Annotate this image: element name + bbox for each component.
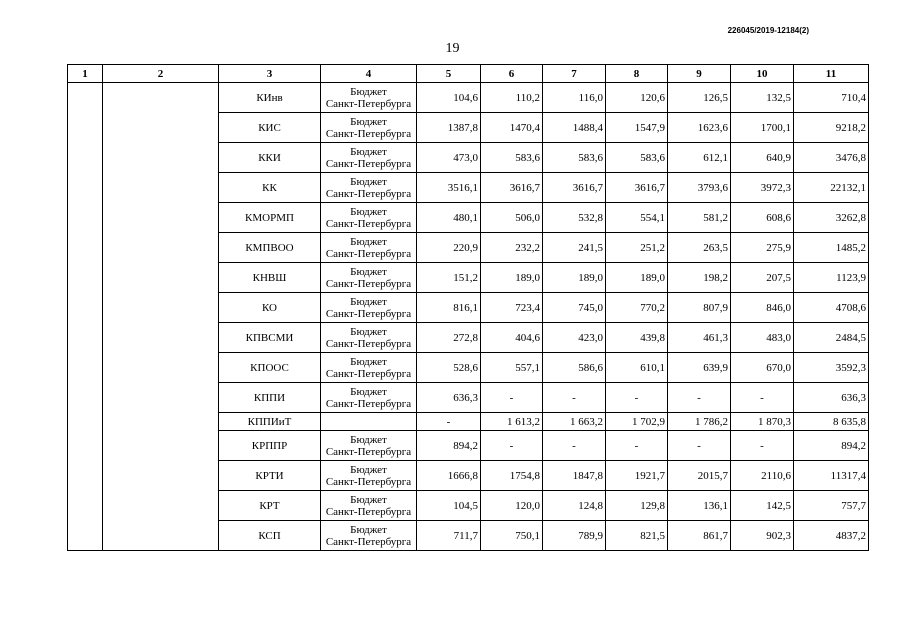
funding-source-line: Санкт-Петербурга — [325, 277, 412, 290]
value-cell-col-11: 4708,6 — [794, 293, 869, 323]
code-cell: КРППР — [219, 431, 321, 461]
value-cell-col-7: 583,6 — [543, 143, 606, 173]
value-cell-col-10: 132,5 — [731, 83, 794, 113]
value-cell-col-6: 232,2 — [481, 233, 543, 263]
value-cell-col-10: 640,9 — [731, 143, 794, 173]
funding-source-line: Санкт-Петербурга — [325, 505, 412, 518]
value-cell-col-5: 1666,8 — [417, 461, 481, 491]
value-cell-col-11: 636,3 — [794, 383, 869, 413]
value-cell-col-11: 2484,5 — [794, 323, 869, 353]
value-cell-col-7: 1488,4 — [543, 113, 606, 143]
funding-source-line: Санкт-Петербурга — [325, 445, 412, 458]
value-cell-col-5: 636,3 — [417, 383, 481, 413]
funding-source-line: Санкт-Петербурга — [325, 157, 412, 170]
value-cell-col-5: 894,2 — [417, 431, 481, 461]
column-header-3: 3 — [219, 65, 321, 83]
funding-source-line: Санкт-Петербурга — [325, 535, 412, 548]
value-cell-col-5: 104,5 — [417, 491, 481, 521]
value-cell-col-6: 110,2 — [481, 83, 543, 113]
value-cell-col-6: 506,0 — [481, 203, 543, 233]
funding-source-cell — [321, 233, 417, 263]
value-cell-col-9: 2015,7 — [668, 461, 731, 491]
funding-source-cell — [321, 203, 417, 233]
value-cell-col-10: - — [731, 383, 794, 413]
value-cell-col-10: - — [731, 431, 794, 461]
funding-source-cell — [321, 263, 417, 293]
funding-source-line: Санкт-Петербурга — [325, 307, 412, 320]
value-cell-col-7: 189,0 — [543, 263, 606, 293]
code-cell: КО — [219, 293, 321, 323]
value-cell-col-6: 1470,4 — [481, 113, 543, 143]
value-cell-col-8: 129,8 — [606, 491, 668, 521]
value-cell-col-9: 263,5 — [668, 233, 731, 263]
value-cell-col-8: 821,5 — [606, 521, 668, 551]
value-cell-col-9: 861,7 — [668, 521, 731, 551]
value-cell-col-6: - — [481, 431, 543, 461]
funding-source-cell — [321, 353, 417, 383]
value-cell-col-11: 3262,8 — [794, 203, 869, 233]
value-cell-col-7: 789,9 — [543, 521, 606, 551]
value-cell-col-11: 9218,2 — [794, 113, 869, 143]
value-cell-col-9: 1 786,2 — [668, 413, 731, 431]
code-cell: КНВШ — [219, 263, 321, 293]
value-cell-col-7: - — [543, 383, 606, 413]
column-header-1: 1 — [68, 65, 103, 83]
column-header-4: 4 — [321, 65, 417, 83]
funding-source-cell — [321, 293, 417, 323]
value-cell-col-11: 894,2 — [794, 431, 869, 461]
value-cell-col-6: 404,6 — [481, 323, 543, 353]
code-cell: КИС — [219, 113, 321, 143]
column-header-5: 5 — [417, 65, 481, 83]
value-cell-col-5: 528,6 — [417, 353, 481, 383]
code-cell: КМОРМП — [219, 203, 321, 233]
value-cell-col-7: 532,8 — [543, 203, 606, 233]
value-cell-col-9: 136,1 — [668, 491, 731, 521]
value-cell-col-6: 557,1 — [481, 353, 543, 383]
value-cell-col-7: 1 663,2 — [543, 413, 606, 431]
value-cell-col-10: 142,5 — [731, 491, 794, 521]
column-header-2: 2 — [103, 65, 219, 83]
value-cell-col-11: 22132,1 — [794, 173, 869, 203]
value-cell-col-11: 1123,9 — [794, 263, 869, 293]
funding-source-line: Бюджет — [350, 205, 387, 218]
value-cell-col-6: 1754,8 — [481, 461, 543, 491]
value-cell-col-8: 770,2 — [606, 293, 668, 323]
value-cell-col-5: 151,2 — [417, 263, 481, 293]
funding-source-line: Санкт-Петербурга — [325, 475, 412, 488]
value-cell-col-7: 423,0 — [543, 323, 606, 353]
value-cell-col-5: 480,1 — [417, 203, 481, 233]
value-cell-col-8: - — [606, 383, 668, 413]
value-cell-col-10: 902,3 — [731, 521, 794, 551]
value-cell-col-6: 3616,7 — [481, 173, 543, 203]
value-cell-col-9: 126,5 — [668, 83, 731, 113]
funding-source-line: Санкт-Петербурга — [325, 367, 412, 380]
funding-source-cell — [321, 173, 417, 203]
funding-source-line: Бюджет — [350, 355, 387, 368]
value-cell-col-8: 120,6 — [606, 83, 668, 113]
value-cell-col-5: 272,8 — [417, 323, 481, 353]
code-cell: КПВСМИ — [219, 323, 321, 353]
header-row — [68, 65, 869, 83]
code-cell: КК — [219, 173, 321, 203]
value-cell-col-11: 4837,2 — [794, 521, 869, 551]
value-cell-col-10: 2110,6 — [731, 461, 794, 491]
funding-source-line: Бюджет — [350, 385, 387, 398]
value-cell-col-8: 1547,9 — [606, 113, 668, 143]
column-header-6: 6 — [481, 65, 543, 83]
value-cell-col-9: - — [668, 383, 731, 413]
value-cell-col-7: 116,0 — [543, 83, 606, 113]
value-cell-col-9: 581,2 — [668, 203, 731, 233]
funding-source-cell — [321, 413, 417, 431]
value-cell-col-7: 1847,8 — [543, 461, 606, 491]
code-cell: ККИ — [219, 143, 321, 173]
code-cell: КИнв — [219, 83, 321, 113]
value-cell-col-8: 439,8 — [606, 323, 668, 353]
value-cell-col-9: 3793,6 — [668, 173, 731, 203]
funding-source-line: Бюджет — [350, 265, 387, 278]
funding-source-cell — [321, 521, 417, 551]
funding-source-line: Бюджет — [350, 235, 387, 248]
value-cell-col-7: - — [543, 431, 606, 461]
col-1-cell — [68, 83, 103, 551]
value-cell-col-8: 1 702,9 — [606, 413, 668, 431]
value-cell-col-7: 124,8 — [543, 491, 606, 521]
value-cell-col-6: 120,0 — [481, 491, 543, 521]
value-cell-col-5: 3516,1 — [417, 173, 481, 203]
table-row — [68, 83, 869, 113]
column-header-11: 11 — [794, 65, 869, 83]
value-cell-col-8: 189,0 — [606, 263, 668, 293]
value-cell-col-10: 3972,3 — [731, 173, 794, 203]
budget-table — [67, 64, 869, 551]
funding-source-line: Бюджет — [350, 175, 387, 188]
funding-source-line: Санкт-Петербурга — [325, 337, 412, 350]
funding-source-line: Бюджет — [350, 463, 387, 476]
value-cell-col-8: 251,2 — [606, 233, 668, 263]
page-number: 19 — [445, 41, 460, 56]
value-cell-col-11: 757,7 — [794, 491, 869, 521]
code-cell: КМПВОО — [219, 233, 321, 263]
value-cell-col-10: 275,9 — [731, 233, 794, 263]
value-cell-col-6: 189,0 — [481, 263, 543, 293]
value-cell-col-5: 1387,8 — [417, 113, 481, 143]
value-cell-col-6: 750,1 — [481, 521, 543, 551]
value-cell-col-7: 241,5 — [543, 233, 606, 263]
value-cell-col-10: 1700,1 — [731, 113, 794, 143]
column-header-7: 7 — [543, 65, 606, 83]
value-cell-col-6: 583,6 — [481, 143, 543, 173]
value-cell-col-9: 612,1 — [668, 143, 731, 173]
funding-source-line: Санкт-Петербурга — [325, 127, 412, 140]
value-cell-col-6: 1 613,2 — [481, 413, 543, 431]
funding-source-cell — [321, 113, 417, 143]
code-cell: КРТ — [219, 491, 321, 521]
column-header-10: 10 — [731, 65, 794, 83]
value-cell-col-5: 104,6 — [417, 83, 481, 113]
funding-source-line: Бюджет — [350, 145, 387, 158]
funding-source-line: Бюджет — [350, 325, 387, 338]
funding-source-line: Санкт-Петербурга — [325, 97, 412, 110]
value-cell-col-6: - — [481, 383, 543, 413]
column-header-8: 8 — [606, 65, 668, 83]
value-cell-col-5: - — [417, 413, 481, 431]
code-cell: КППИ — [219, 383, 321, 413]
value-cell-col-8: 583,6 — [606, 143, 668, 173]
value-cell-col-8: 554,1 — [606, 203, 668, 233]
value-cell-col-9: 639,9 — [668, 353, 731, 383]
document-id: 226045/2019-12184(2) — [727, 26, 809, 35]
funding-source-line: Санкт-Петербурга — [325, 187, 412, 200]
funding-source-cell — [321, 83, 417, 113]
value-cell-col-10: 670,0 — [731, 353, 794, 383]
code-cell: КППИиТ — [219, 413, 321, 431]
funding-source-line: Санкт-Петербурга — [325, 217, 412, 230]
funding-source-cell — [321, 431, 417, 461]
value-cell-col-8: - — [606, 431, 668, 461]
value-cell-col-10: 608,6 — [731, 203, 794, 233]
value-cell-col-9: - — [668, 431, 731, 461]
funding-source-line: Санкт-Петербурга — [325, 247, 412, 260]
value-cell-col-7: 3616,7 — [543, 173, 606, 203]
funding-source-line: Бюджет — [350, 523, 387, 536]
value-cell-col-7: 745,0 — [543, 293, 606, 323]
value-cell-col-11: 710,4 — [794, 83, 869, 113]
value-cell-col-6: 723,4 — [481, 293, 543, 323]
code-cell: КПООС — [219, 353, 321, 383]
code-cell: КРТИ — [219, 461, 321, 491]
value-cell-col-10: 483,0 — [731, 323, 794, 353]
value-cell-col-11: 1485,2 — [794, 233, 869, 263]
funding-source-cell — [321, 491, 417, 521]
value-cell-col-10: 1 870,3 — [731, 413, 794, 431]
value-cell-col-8: 3616,7 — [606, 173, 668, 203]
value-cell-col-7: 586,6 — [543, 353, 606, 383]
value-cell-col-5: 473,0 — [417, 143, 481, 173]
value-cell-col-8: 1921,7 — [606, 461, 668, 491]
funding-source-line: Бюджет — [350, 433, 387, 446]
value-cell-col-9: 807,9 — [668, 293, 731, 323]
value-cell-col-8: 610,1 — [606, 353, 668, 383]
code-cell: КСП — [219, 521, 321, 551]
value-cell-col-11: 3592,3 — [794, 353, 869, 383]
value-cell-col-9: 461,3 — [668, 323, 731, 353]
value-cell-col-5: 816,1 — [417, 293, 481, 323]
column-header-9: 9 — [668, 65, 731, 83]
funding-source-line: Санкт-Петербурга — [325, 397, 412, 410]
value-cell-col-9: 198,2 — [668, 263, 731, 293]
funding-source-line: Бюджет — [350, 493, 387, 506]
funding-source-cell — [321, 461, 417, 491]
funding-source-line: Бюджет — [350, 85, 387, 98]
funding-source-line: Бюджет — [350, 295, 387, 308]
value-cell-col-11: 8 635,8 — [794, 413, 869, 431]
funding-source-line: Бюджет — [350, 115, 387, 128]
value-cell-col-10: 846,0 — [731, 293, 794, 323]
value-cell-col-11: 11317,4 — [794, 461, 869, 491]
funding-source-cell — [321, 323, 417, 353]
value-cell-col-5: 220,9 — [417, 233, 481, 263]
value-cell-col-5: 711,7 — [417, 521, 481, 551]
funding-source-cell — [321, 383, 417, 413]
value-cell-col-9: 1623,6 — [668, 113, 731, 143]
col-2-cell — [103, 83, 219, 551]
value-cell-col-11: 3476,8 — [794, 143, 869, 173]
funding-source-cell — [321, 143, 417, 173]
value-cell-col-10: 207,5 — [731, 263, 794, 293]
